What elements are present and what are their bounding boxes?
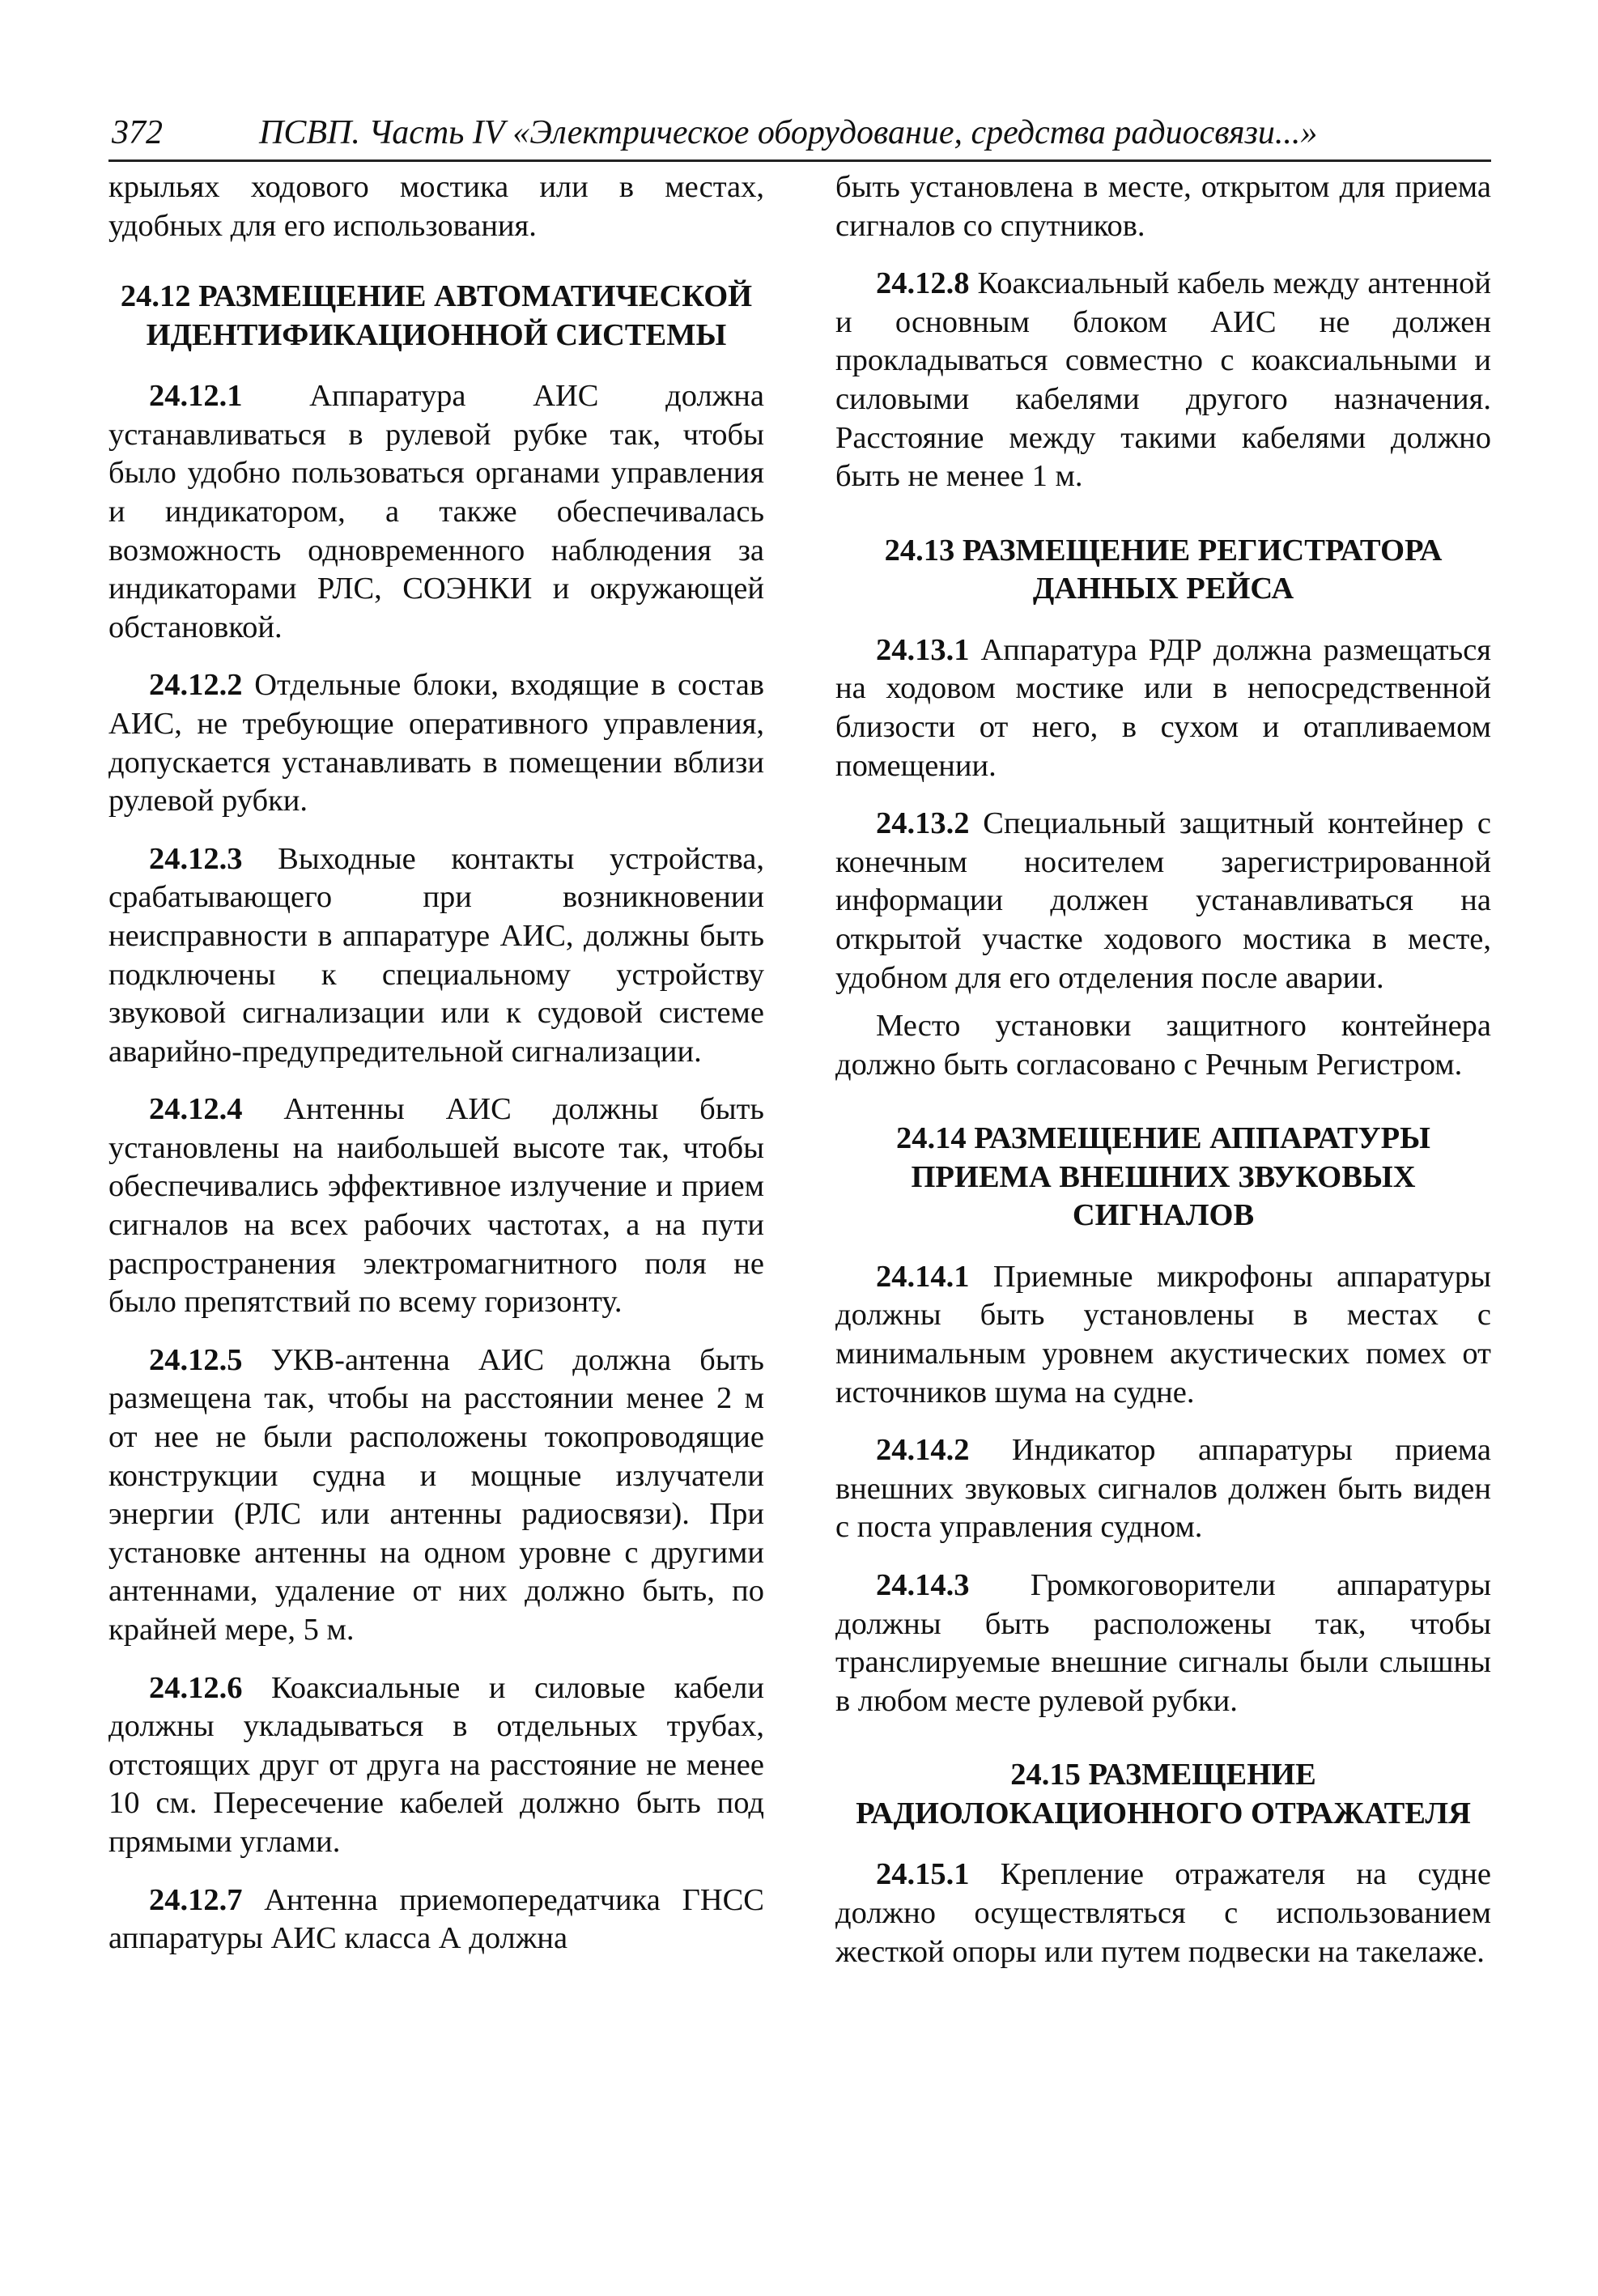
paragraph-24-12-4 [108,1091,764,1322]
page-number: 372 [112,114,163,151]
paragraph-24-14-2 [835,1431,1491,1547]
clause-text: Аппаратура РДР должна размещаться на ходовом мостике или в непосредственной близости от него, в сухом и отапливаемом помещении. [835,632,1491,783]
clause-number: 24.14.3 [876,1567,970,1602]
paragraph-continuation: быть установлена в месте, открытом для приема сигналов со спутников. [835,170,1491,243]
clause-number: 24.14.2 [876,1433,970,1468]
clause-text: Специальный защитный контейнер с конечным носителем зарегистрированной информации должен устанавливаться на открытой участке ходового мостика в месте, удобном для его отделения после аварии. [835,806,1491,995]
paragraph-24-12-2 [108,666,764,820]
clause-text: УКВ-антенна АИС должна быть размещена так, чтобы на расстоянии менее 2 м от нее не были расположены токопроводящие конструкции судна и мощные излучатели энергии (РЛС или антенны радиосвязи). При установке антенны на одном уровне с другими антеннами, удаление от них должно быть, по крайней мере, 5 м. [108,1342,764,1647]
section-heading-24-14: 24.14 РАЗМЕЩЕНИЕ АППАРАТУРЫ ПРИЕМА ВНЕШНИХ ЗВУКОВЫХ СИГНАЛОВ [896,1121,1430,1233]
running-title: ПСВП. Часть IV «Электрическое оборудование, средства радиосвязи...» [259,114,1318,151]
clause-number: 24.12.4 [149,1092,243,1127]
clause-number: 24.13.1 [876,632,970,667]
clause-text: Выходные контакты устройства, срабатывающего при возникновении неисправности в аппаратуре АИС, должны быть подключены к специальному устройству звуковой сигнализации или к судовой системе аварийно-предупредительной сигнализации. [108,841,764,1069]
left-column [108,168,764,1991]
paragraph-24-13-1 [835,631,1491,785]
clause-number: 24.12.3 [149,841,243,876]
paragraph-24-12-8 [835,265,1491,496]
clause-number: 24.12.5 [149,1342,243,1377]
text-columns [108,168,1491,1991]
clause-number: 24.12.2 [149,668,243,703]
paragraph-24-13-2 [835,805,1491,997]
clause-number: 24.12.7 [149,1882,243,1917]
clause-text: Приемные микрофоны аппаратуры должны быть установлены в местах с минимальным уровнем акустических помех от источников шума на судне. [835,1259,1491,1409]
paragraph-24-12-6 [108,1669,764,1862]
section-heading-24-12: 24.12 РАЗМЕЩЕНИЕ АВТОМАТИЧЕСКОЙ ИДЕНТИФИКАЦИОННОЙ СИСТЕМЫ [120,279,753,352]
clause-text: Коаксиальные и силовые кабели должны укладываться в отдельных трубах, отстоящих друг от друга на расстояние не менее 10 см. Пересечение кабелей должно быть под прямыми углами. [108,1670,764,1859]
right-column [835,168,1491,1991]
clause-text: Громкоговорители аппаратуры должны быть расположены так, чтобы транслируемые внешние сигналы были слышны в любом месте рулевой рубки. [835,1567,1491,1718]
clause-text: Отдельные блоки, входящие в состав АИС, не требующие оперативного управления, допускается устанавливать в помещении вблизи рулевой рубки. [108,668,764,818]
paragraph-24-12-5 [108,1341,764,1650]
paragraph-24-12-7 [108,1881,764,1958]
clause-text: Коаксиальный кабель между антенной и основным блоком АИС не должен прокладываться совместно с коаксиальными и силовыми кабелями другого назначения. Расстояние между такими кабелями должно быть не менее 1 м. [835,266,1491,494]
page-header [108,109,1491,162]
clause-text: Индикатор аппаратуры приема внешних звуковых сигналов должен быть виден с поста управления судном. [835,1433,1491,1545]
paragraph-24-12-3 [108,840,764,1072]
section-heading-24-13: 24.13 РАЗМЕЩЕНИЕ РЕГИСТРАТОРА ДАННЫХ РЕЙСА [884,533,1443,606]
paragraph-24-14-1 [835,1258,1491,1412]
paragraph-24-12-1 [108,377,764,647]
clause-number: 24.15.1 [876,1857,970,1892]
clause-number: 24.12.6 [149,1670,243,1705]
section-heading-24-15: 24.15 РАЗМЕЩЕНИЕ РАДИОЛОКАЦИОННОГО ОТРАЖАТЕЛЯ [856,1758,1471,1830]
clause-number: 24.12.1 [149,379,243,414]
clause-text: Аппаратура АИС должна устанавливаться в рулевой рубке так, чтобы было удобно пользоваться органами управления и индикатором, а также обеспечивалась возможность одновременного наблюдения за индикаторами РЛС, СОЭНКИ и окружающей обстановкой. [108,379,764,644]
clause-number: 24.13.2 [876,806,970,841]
paragraph-continuation: крыльях ходового мостика или в местах, удобных для его использования. [108,170,764,243]
clause-text: Антенна приемопередатчика ГНСС аппаратуры АИС класса А должна [108,1882,764,1956]
clause-number: 24.12.8 [876,266,970,301]
paragraph-24-15-1 [835,1856,1491,1971]
clause-text: Крепление отражателя на судне должно осуществляться с использованием жесткой опоры или путем подвески на такелаже. [835,1857,1491,1969]
clause-number: 24.14.1 [876,1259,970,1294]
paragraph-container-location: Место установки защитного контейнера должно быть согласовано с Речным Регистром. [835,1009,1491,1082]
paragraph-24-14-3 [835,1567,1491,1720]
clause-text: Антенны АИС должны быть установлены на наибольшей высоте так, чтобы обеспечивались эффективное излучение и прием сигналов на всех рабочих частотах, а на пути распространения электромагнитного поля не было препятствий по всему горизонту. [108,1092,764,1320]
